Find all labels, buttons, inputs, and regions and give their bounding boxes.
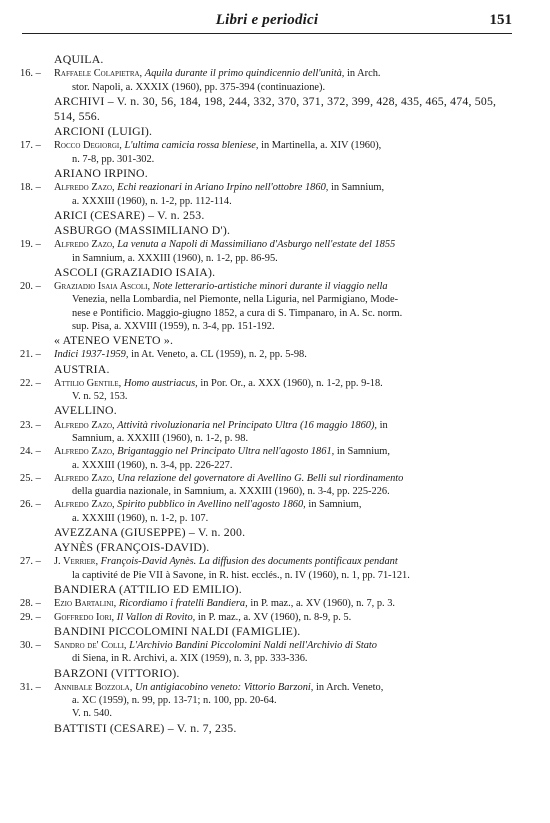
bibliography-entry <box>20 611 520 624</box>
entry-first-line <box>20 139 520 152</box>
entry-citation <box>54 348 520 361</box>
entry-citation <box>54 597 520 610</box>
entry-citation <box>54 555 520 568</box>
entry-continuation-text: a. XXXIII (1960), n. 1-2, p. 107. <box>72 512 209 524</box>
entry-title: Una relazione del governatore di Avellino G. Belli sul riordinamento <box>117 472 404 484</box>
entry-continuation-line <box>20 252 520 265</box>
entry-continuation-text: a. XXXIII (1960), n. 3-4, pp. 226-227. <box>72 459 233 471</box>
entry-first-line <box>20 181 520 194</box>
entry-citation <box>54 419 520 432</box>
entry-number: 24. – <box>20 446 41 458</box>
cross-reference-heading: AVEZZANA (GIUSEPPE) – V. n. 200. <box>54 525 246 540</box>
entry-first-line <box>20 419 520 432</box>
entry-number-spacer <box>20 485 54 498</box>
subject-heading: BANDINI PICCOLOMINI NALDI (FAMIGLIE). <box>54 623 301 638</box>
bibliography-entry <box>20 445 520 472</box>
entry-number-spacer <box>20 153 54 166</box>
entry-number: 23. – <box>20 419 41 431</box>
entry-title: Un antigiacobino veneto: Vittorio Barzoni, <box>134 681 314 693</box>
entry-number: 28. – <box>20 598 41 610</box>
entry-first-line <box>20 280 520 293</box>
entry-continuation-text: a. XXXIII (1960), n. 1-2, pp. 112-114. <box>72 195 232 207</box>
entry-number-spacer <box>20 652 54 665</box>
entry-citation <box>54 238 520 251</box>
entry-continuation-text: la captivité de Pie VII à Savone, in R. hist. ecclés., n. IV (1960), n. 1, pp. 71-121. <box>72 569 410 581</box>
entry-citation <box>54 445 520 458</box>
entry-first-line <box>20 555 520 568</box>
running-title: Libri e periodici <box>215 12 319 28</box>
entry-number-spacer <box>20 512 54 525</box>
entry-first-line <box>20 597 520 610</box>
entry-author: Alfredo Zazo, <box>54 182 115 194</box>
subject-heading: ASBURGO (MASSIMILIANO D'). <box>54 223 231 237</box>
entry-first-line <box>20 348 520 361</box>
entry-author: Raffaele Colapietra, <box>54 68 143 80</box>
entry-source: in Arch. Veneto, <box>316 681 384 693</box>
entry-title: Ricordiamo i fratelli Bandiera, <box>118 598 248 610</box>
entry-first-line <box>20 238 520 251</box>
entry-continuation-text: Venezia, nella Lombardia, nel Piemonte, nella Liguria, nel Parmigiano, Mode- <box>72 294 399 306</box>
entry-author: Alfredo Zazo, <box>54 446 115 458</box>
entry-author: Ezio Bartalini, <box>54 598 117 610</box>
entry-number: 31. – <box>20 681 41 693</box>
entry-citation <box>54 498 520 511</box>
bibliography-entry <box>20 597 520 610</box>
bibliography-entry <box>20 139 520 166</box>
entry-continuation-line <box>20 153 520 166</box>
entry-author: Rocco Degiorgi, <box>54 140 122 152</box>
subject-heading: AQUILA. <box>54 52 104 66</box>
entry-source: in Samnium, <box>336 446 390 458</box>
subject-heading: AUSTRIA. <box>54 361 110 376</box>
header-rule <box>22 33 512 34</box>
cross-reference-heading: BATTISTI (CESARE) – V. n. 7, 235. <box>54 720 237 735</box>
entry-title: L'Archivio Bandini Piccolomini Naldi nell'Archivio di Stato <box>129 640 377 652</box>
entry-number: 21. – <box>20 349 41 361</box>
cross-reference-heading: ARCHIVI – V. n. 30, 56, 184, 198, 244, 332, 370, 371, 372, 399, 428, 435, 465, 474, 505, 514, 556. <box>54 93 497 123</box>
entry-first-line <box>20 639 520 652</box>
entry-number-spacer <box>20 195 54 208</box>
bibliography-entry <box>20 67 520 94</box>
entry-title: Il Vallon di Rovito, <box>116 611 196 623</box>
bibliography-entry <box>20 681 520 721</box>
entry-citation <box>54 139 520 152</box>
entry-source: in At. Veneto, a. CL (1959), n. 2, pp. 5-98. <box>131 349 307 361</box>
entry-title: Attività rivoluzionaria nel Principato Ultra (16 maggio 1860), <box>117 419 378 431</box>
subject-heading: ARCIONI (LUIGI). <box>54 124 153 139</box>
entry-continuation-line <box>20 293 520 306</box>
entry-author: Goffredo Iori, <box>54 611 115 623</box>
entry-continuation-line <box>20 569 520 582</box>
entry-author: Alfredo Zazo, <box>54 499 115 511</box>
page-header <box>22 6 512 32</box>
entry-continuation-text: della guardia nazionale, in Samnium, a. XXXIII (1960), n. 3-4, pp. 225-226. <box>72 486 390 498</box>
entry-author: Sandro de' Colli, <box>54 640 127 652</box>
entry-title: Aquila durante il primo quindicennio dell'unità, <box>144 68 345 80</box>
bibliography-entry <box>20 238 520 265</box>
bibliography-entry <box>20 377 520 404</box>
entry-first-line <box>20 472 520 485</box>
entry-citation <box>54 377 520 390</box>
entry-first-line <box>20 611 520 624</box>
entry-continuation-text: a. XC (1959), n. 99, pp. 13-71; n. 100, pp. 20-64. <box>72 695 277 707</box>
entry-author: Alfredo Zazo, <box>54 472 115 484</box>
entry-title: Brigantaggio nel Principato Ultra nell'agosto 1861, <box>117 446 335 458</box>
entry-continuation-text: nese e Pontificio. Maggio-giugno 1852, a cura di S. Timpanaro, in A. Sc. norm. <box>72 307 403 319</box>
entry-source: in <box>379 419 388 431</box>
cross-reference-heading: ARICI (CESARE) – V. n. 253. <box>54 207 205 222</box>
entry-source: in P. maz., a. XV (1960), n. 7, p. 3. <box>250 598 396 610</box>
entry-continuation-line <box>20 195 520 208</box>
bibliography-list <box>20 52 520 736</box>
entry-number: 29. – <box>20 611 41 623</box>
entry-author: Alfredo Zazo, <box>54 419 115 431</box>
entry-author: Alfredo Zazo, <box>54 239 115 251</box>
entry-continuation-line <box>20 459 520 472</box>
entry-source: in P. maz., a. XV (1960), n. 8-9, p. 5. <box>197 611 352 623</box>
entry-continuation-line <box>20 390 520 403</box>
entry-continuation-line <box>20 652 520 665</box>
entry-title: L'ultima camicia rossa bleniese, <box>124 140 259 152</box>
entry-first-line <box>20 498 520 511</box>
entry-continuation-line <box>20 707 520 720</box>
bibliography-entry <box>20 181 520 208</box>
entry-continuation-text: V. n. 540. <box>72 708 112 720</box>
entry-first-line <box>20 445 520 458</box>
entry-citation <box>54 681 520 694</box>
entry-first-line <box>20 377 520 390</box>
entry-continuation-line <box>20 694 520 707</box>
entry-number: 26. – <box>20 499 41 511</box>
entry-continuation-line <box>20 512 520 525</box>
bibliography-entry <box>20 555 520 582</box>
entry-continuation-text: n. 7-8, pp. 301-302. <box>72 153 155 165</box>
entry-title: Echi reazionari in Ariano Irpino nell'ottobre 1860, <box>117 182 329 194</box>
entry-number: 17. – <box>20 140 41 152</box>
entry-author: Annibale Bozzola, <box>54 681 133 693</box>
entry-author: Graziadio Isaia Ascoli, <box>54 281 151 292</box>
entry-number-spacer <box>20 307 54 320</box>
entry-continuation-text: Samnium, a. XXXIII (1960), n. 1-2, p. 98. <box>72 432 249 444</box>
entry-number-spacer <box>20 569 54 582</box>
entry-continuation-text: sup. Pisa, a. XXVIII (1959), n. 3-4, pp. 151-192. <box>72 320 275 332</box>
entry-continuation-line <box>20 307 520 320</box>
entry-continuation-text: in Samnium, a. XXXIII (1960), n. 1-2, pp. 86-95. <box>72 252 278 264</box>
entry-number: 22. – <box>20 377 41 389</box>
entry-number: 19. – <box>20 239 41 251</box>
entry-citation <box>54 181 520 194</box>
entry-number-spacer <box>20 252 54 265</box>
entry-number-spacer <box>20 81 54 94</box>
subject-heading: AYNÈS (FRANÇOIS-DAVID). <box>54 540 210 555</box>
entry-first-line <box>20 67 520 80</box>
subject-heading: BARZONI (VITTORIO). <box>54 665 180 680</box>
entry-number: 20. – <box>20 281 41 292</box>
entry-title: La venuta a Napoli di Massimiliano d'Asburgo nell'estate del 1855 <box>117 239 396 251</box>
entry-continuation-text: di Siena, in R. Archivi, a. XIX (1959), n. 3, pp. 333-336. <box>72 653 308 665</box>
entry-first-line <box>20 681 520 694</box>
subject-heading: « ATENEO VENETO ». <box>54 333 174 348</box>
entry-continuation-line <box>20 432 520 445</box>
subject-heading: BANDIERA (ATTILIO ED EMILIO). <box>54 582 242 597</box>
entry-continuation-line <box>20 81 520 94</box>
entry-source: in Samnium, <box>330 182 385 194</box>
entry-number: 30. – <box>20 640 41 652</box>
entry-number-spacer <box>20 432 54 445</box>
bibliography-entry <box>20 280 520 333</box>
entry-continuation-text: V. n. 52, 153. <box>72 391 128 403</box>
entry-continuation-line <box>20 320 520 333</box>
bibliography-entry <box>20 419 520 446</box>
entry-number-spacer <box>20 459 54 472</box>
entry-title: Indici 1937-1959, <box>54 349 129 361</box>
entry-citation <box>54 639 520 652</box>
bibliography-entry <box>20 472 520 499</box>
subject-heading: ASCOLI (GRAZIADIO ISAIA). <box>54 264 216 279</box>
entry-number-spacer <box>20 293 54 306</box>
bibliography-entry <box>20 639 520 666</box>
entry-author: Attilio Gentile, <box>54 377 122 389</box>
subject-heading: ARIANO IRPINO. <box>54 166 148 180</box>
entry-title: Note letterario-artistiche minori durante il viaggio nella <box>152 281 388 292</box>
entry-citation <box>54 472 520 485</box>
entry-citation <box>54 611 520 624</box>
entry-number: 27. – <box>20 556 41 568</box>
entry-number-spacer <box>20 707 54 720</box>
entry-number: 18. – <box>20 182 41 194</box>
page-number: 151 <box>489 12 512 28</box>
bibliography-entry <box>20 348 520 361</box>
entry-source: in Por. Or., a. XXX (1960), n. 1-2, pp. 9-18. <box>200 377 383 389</box>
entry-citation <box>54 280 520 293</box>
entry-title: Spirito pubblico in Avellino nell'agosto 1860, <box>117 499 306 511</box>
entry-citation <box>54 67 520 80</box>
entry-continuation-text: stor. Napoli, a. XXXIX (1960), pp. 375-394 (continuazione). <box>72 81 326 93</box>
entry-continuation-line <box>20 485 520 498</box>
entry-number-spacer <box>20 390 54 403</box>
entry-author: J. Verrier, <box>54 556 99 568</box>
entry-source: in Arch. <box>347 68 381 80</box>
entry-number: 16. – <box>20 68 41 80</box>
entry-title: François-David Aynès. La diffusion des documents pontificaux pendant <box>100 556 398 568</box>
bibliography-entry <box>20 498 520 525</box>
entry-number: 25. – <box>20 472 41 484</box>
entry-source: in Martinella, a. XIV (1960), <box>261 140 382 152</box>
entry-source: in Samnium, <box>308 499 362 511</box>
entry-title: Homo austriacus, <box>123 377 198 389</box>
entry-number-spacer <box>20 694 54 707</box>
entry-number-spacer <box>20 320 54 333</box>
subject-heading: AVELLINO. <box>54 403 117 418</box>
